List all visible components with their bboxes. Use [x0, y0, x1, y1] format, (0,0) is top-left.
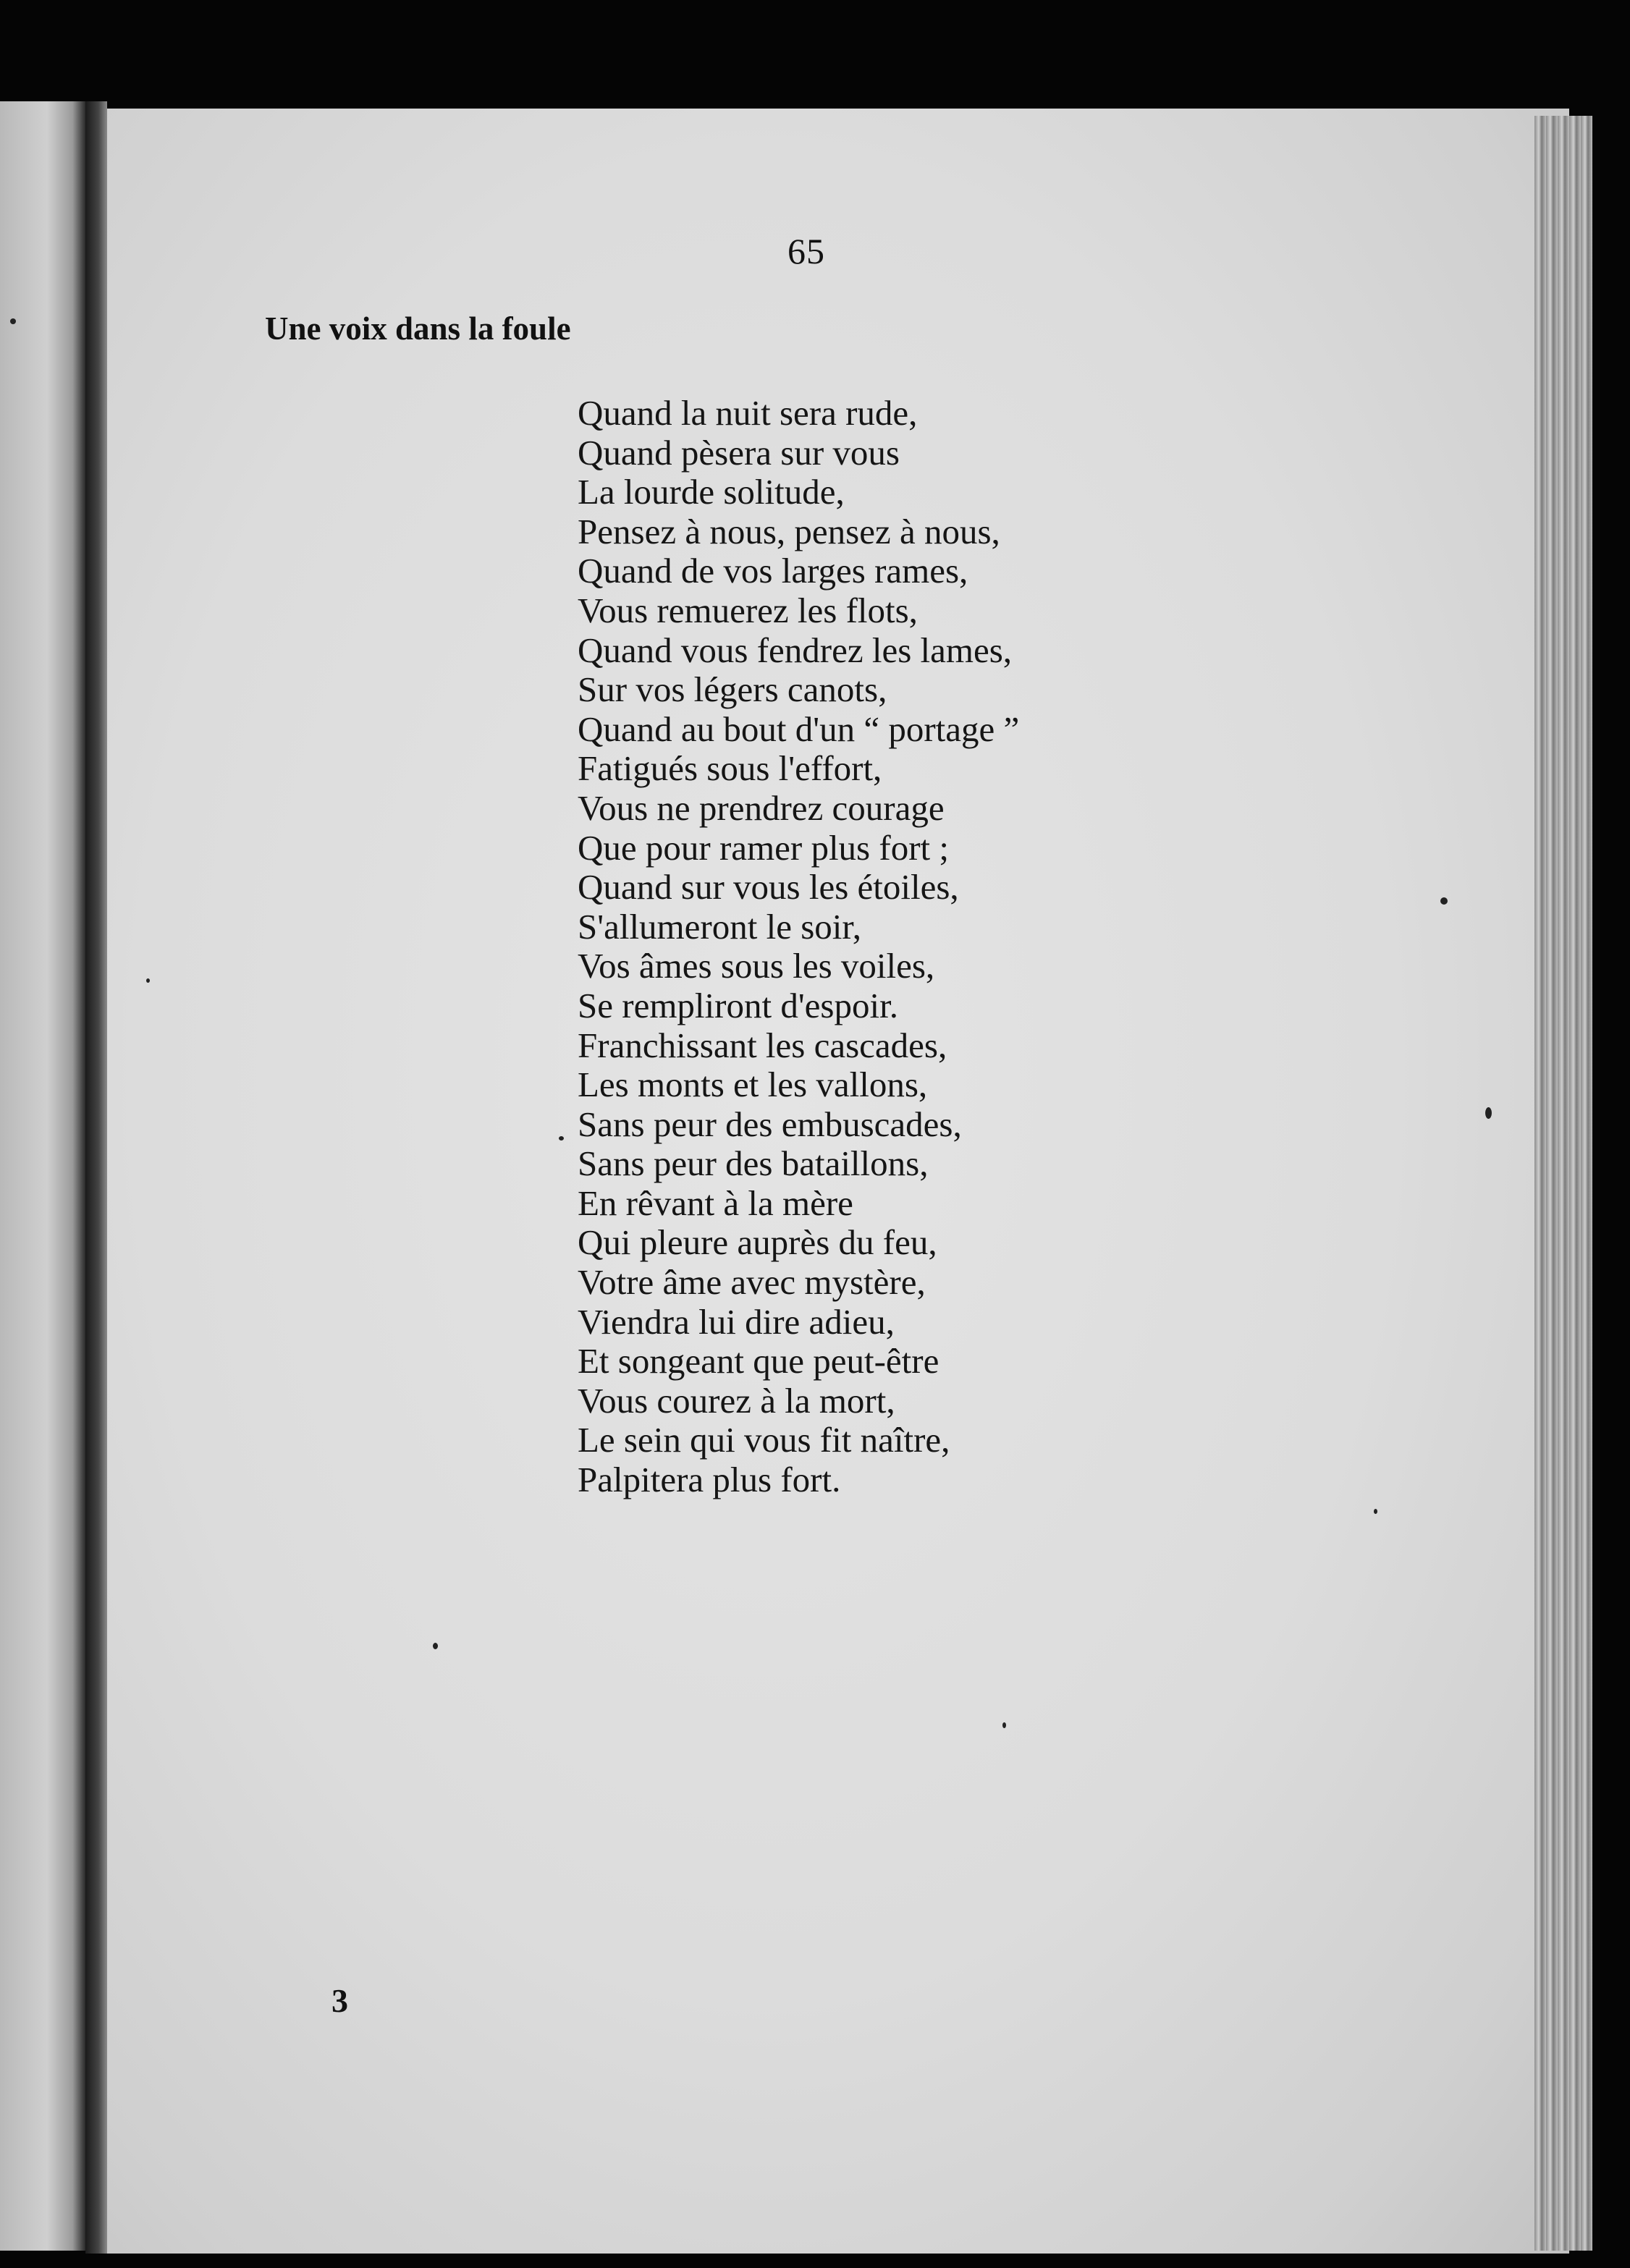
poem-line: Quand au bout d'un “ portage ”	[578, 708, 1020, 749]
page-stack-edge	[1534, 116, 1592, 2251]
dust-speck	[559, 1136, 564, 1141]
poem-line: Franchissant les cascades,	[578, 1025, 947, 1065]
dust-speck	[1374, 1509, 1377, 1514]
poem-line: Fatigués sous l'effort,	[578, 748, 882, 789]
poem-line: Vos âmes sous les voiles,	[578, 946, 935, 986]
poem-line: Les monts et les vallons,	[578, 1065, 928, 1105]
poem-line: Palpitera plus fort.	[578, 1460, 841, 1500]
poem-line: Votre âme avec mystère,	[578, 1262, 926, 1303]
dust-speck	[10, 318, 16, 324]
poem-line: Quand pèsera sur vous	[578, 432, 900, 473]
poem-line: Quand sur vous les étoiles,	[578, 867, 959, 907]
poem-line: Quand vous fendrez les lames,	[578, 630, 1013, 670]
facing-page-edge	[0, 101, 85, 2251]
dust-speck	[433, 1643, 438, 1649]
poem-line: S'allumeront le soir,	[578, 906, 861, 947]
poem-line: Le sein qui vous fit naître,	[578, 1420, 950, 1460]
page-number: 65	[787, 231, 825, 271]
poem-line: Quand la nuit sera rude,	[578, 393, 918, 433]
dust-speck	[1440, 897, 1448, 905]
dust-speck	[1002, 1722, 1006, 1728]
poem-line: Sur vos légers canots,	[578, 669, 887, 710]
poem-line: En rêvant à la mère	[578, 1182, 853, 1223]
poem-line: Vous courez à la mort,	[578, 1380, 895, 1421]
poem-line: Pensez à nous, pensez à nous,	[578, 511, 1000, 551]
poem-line: Sans peur des bataillons,	[578, 1143, 929, 1184]
poem-line: Se rempliront d'espoir.	[578, 985, 898, 1025]
poem-line: Qui pleure auprès du feu,	[578, 1222, 937, 1263]
poem	[578, 394, 1019, 1500]
poem-line: Viendra lui dire adieu,	[578, 1301, 895, 1342]
signature-mark: 3	[332, 1982, 348, 2019]
dust-speck	[146, 978, 150, 983]
poem-line: Vous remuerez les flots,	[578, 590, 918, 630]
poem-line: Et songeant que peut-être	[578, 1341, 939, 1381]
poem-line: Vous ne prendrez courage	[578, 787, 945, 828]
poem-line: Quand de vos larges rames,	[578, 551, 968, 591]
poem-line: Sans peur des embuscades,	[578, 1104, 962, 1144]
poem-line: La lourde solitude,	[578, 472, 845, 512]
poem-line: Que pour ramer plus fort ;	[578, 827, 949, 868]
section-title: Une voix dans la foule	[265, 310, 571, 347]
dust-speck	[1485, 1107, 1492, 1119]
book-gutter	[85, 101, 107, 2254]
